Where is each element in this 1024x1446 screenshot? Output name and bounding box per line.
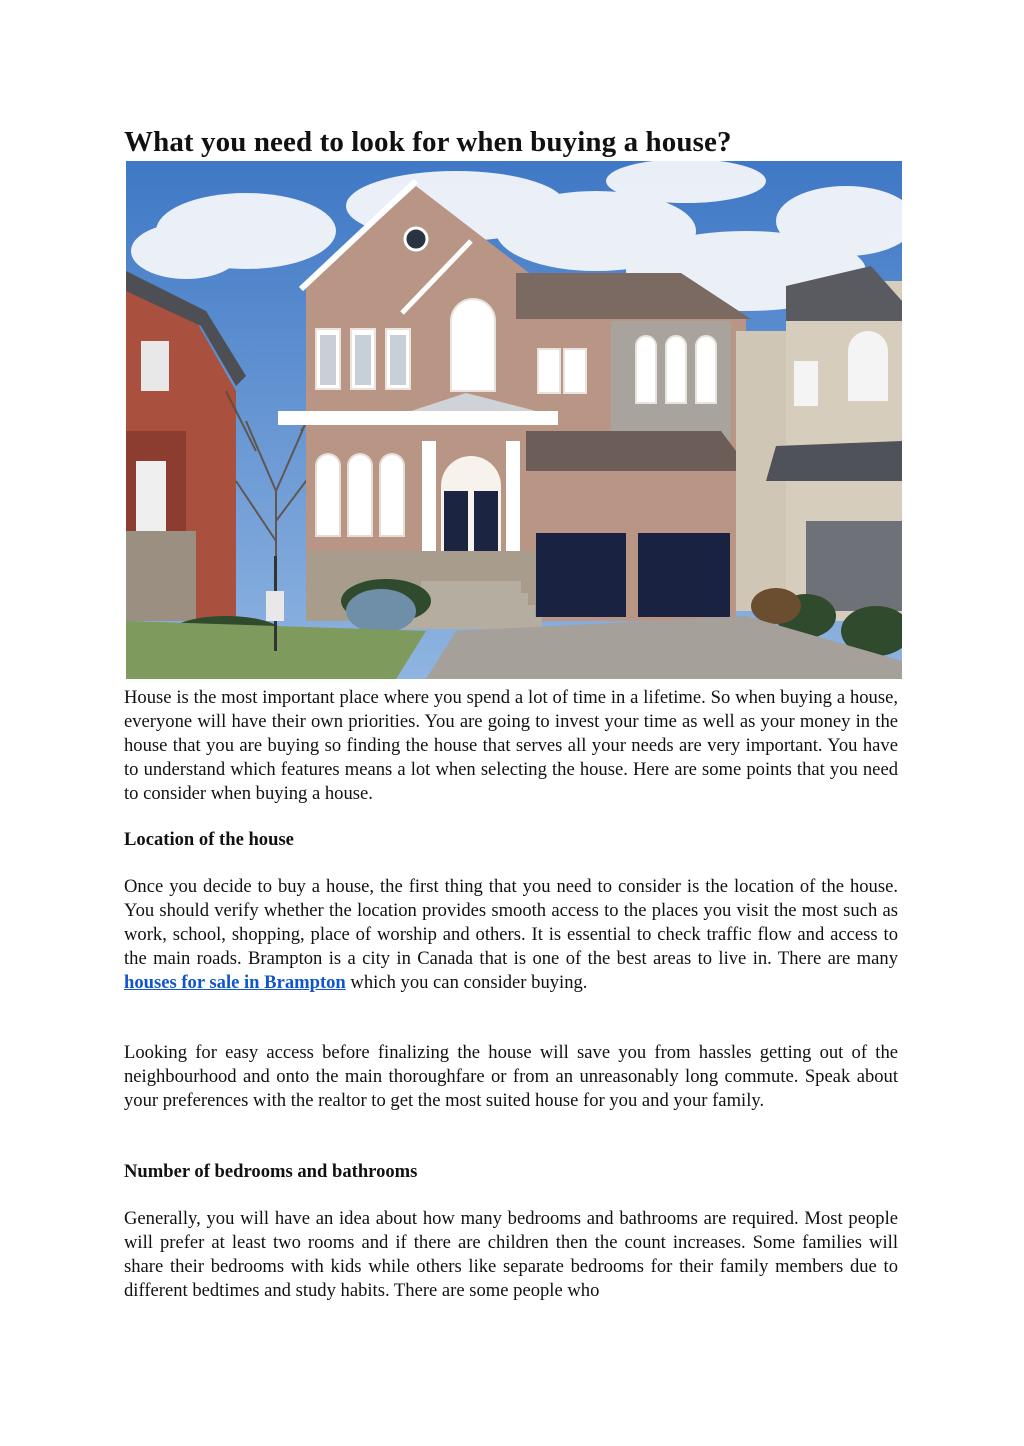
- location-text-2: Looking for easy access before finalizing the house will save you from hassles getting out of the neighbourhood and onto the main thoroughfare or from an unreasonably long commute. Speak about your preferences with the realtor to get the most suited house for you and your family.: [124, 1042, 898, 1111]
- bedrooms-paragraph-1: [124, 1207, 898, 1303]
- location-paragraph-1: [124, 875, 898, 995]
- house-photo: [126, 161, 902, 679]
- location-text-after-link: which you can consider buying.: [345, 972, 588, 993]
- section-heading-location: Location of the house: [124, 829, 294, 850]
- location-paragraph-2: [124, 1041, 898, 1113]
- location-text-before-link: Once you decide to buy a house, the first thing that you need to consider is the location of the house. You should verify whether the location provides smooth access to the places you visit the most such as work, school, shopping, place of worship and others. It is essential to check traffic flow and access to the main roads. Brampton is a city in Canada that is one of the best areas to live in. There are many: [124, 876, 898, 969]
- bedrooms-text: Generally, you will have an idea about how many bedrooms and bathrooms are required. Most people will prefer at least two rooms and if there are children then the count increases. Some families will share their bedrooms with kids while others like separate bedrooms for their family members due to different bedtimes and study habits. There are some people who: [124, 1208, 898, 1301]
- houses-for-sale-link[interactable]: houses for sale in Brampton: [124, 972, 346, 993]
- intro-paragraph: [124, 686, 898, 806]
- page-title: What you need to look for when buying a house?: [124, 126, 732, 158]
- intro-text: House is the most important place where you spend a lot of time in a lifetime. So when buying a house, everyone will have their own priorities. You are going to invest your time as well as your money in the house that you are buying so finding the house that serves all your needs are very important. You have to understand which features means a lot when selecting the house. Here are some points that you need to consider when buying a house.: [124, 687, 898, 804]
- section-heading-bedrooms: Number of bedrooms and bathrooms: [124, 1161, 418, 1182]
